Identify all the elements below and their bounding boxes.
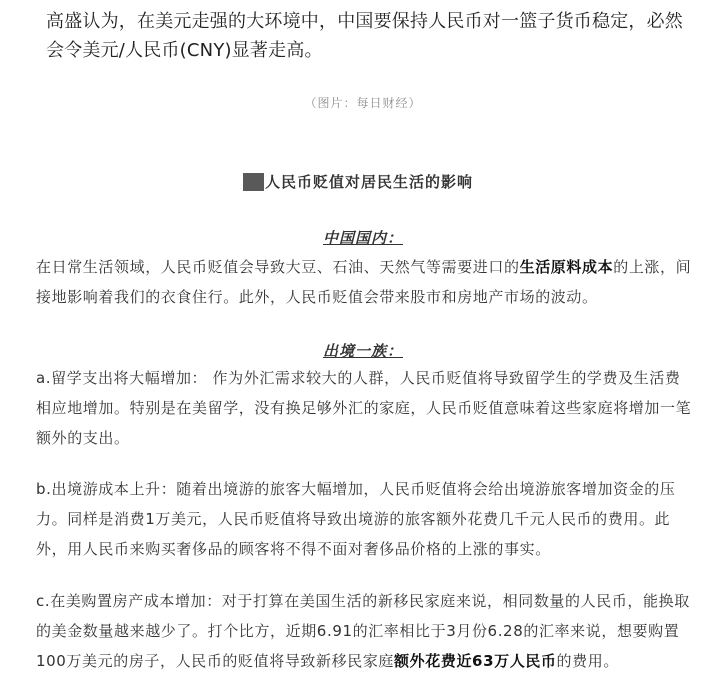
paragraph-study-abroad: a.留学支出将大幅增加： 作为外汇需求较大的人群，人民币贬值将导致留学生的学费及生活费相应地增加。特别是在美留学，没有换足够外汇的家庭，人民币贬值意味着这些家庭将增加一笔额外的支出。 [36,369,692,447]
paragraph-property-text-2: 的费用。 [556,652,619,670]
title-marker-block [243,173,264,191]
image-caption: （图片：每日财经） [304,96,422,110]
section-title-text: 人民币贬值对居民生活的影响 [265,173,474,191]
subheading-domestic: 中国国内： [322,229,403,247]
paragraph-property-text-1: c.在美购置房产成本增加：对于打算在美国生活的新移民家庭来说，相同数量的人民币，能换取的美金数量越来越少了。打个比方，近期6.91的汇率相比于3月份6.28的汇率来说，想要购置100万美元的房子，人民币的贬值将导致新移民家庭 [36,592,690,670]
paragraph-property [36,586,692,676]
intro-paragraph: 高盛认为，在美元走强的大环境中，中国要保持人民币对一篮子货币稳定，必然会令美元/人民币(CNY)显著走高。 [46,11,683,61]
paragraph-domestic [36,252,692,312]
paragraph-domestic-text-2: 的上涨，间接地影响着我们的衣食住行。此外，人民币贬值会带来股市和房地产市场的波动。 [36,258,692,306]
paragraph-domestic-text-1: 在日常生活领域，人民币贬值会导致大豆、石油、天然气等需要进口的 [36,258,520,276]
highlight-extra-cost: 额外花费近63万人民币 [394,652,557,670]
subheading-abroad: 出境一族： [322,342,403,360]
paragraph-travel: b.出境游成本上升：随着出境游的旅客大幅增加，人民币贬值将会给出境游旅客增加资金的压力。同样是消费1万美元，人民币贬值将导致出境游的旅客额外花费几千元人民币的费用。此外，用人民币来购买奢侈品的顾客将不得不面对奢侈品价格的上涨的事实。 [36,480,676,558]
section-title [243,171,473,192]
highlight-raw-material-cost: 生活原料成本 [519,258,614,276]
